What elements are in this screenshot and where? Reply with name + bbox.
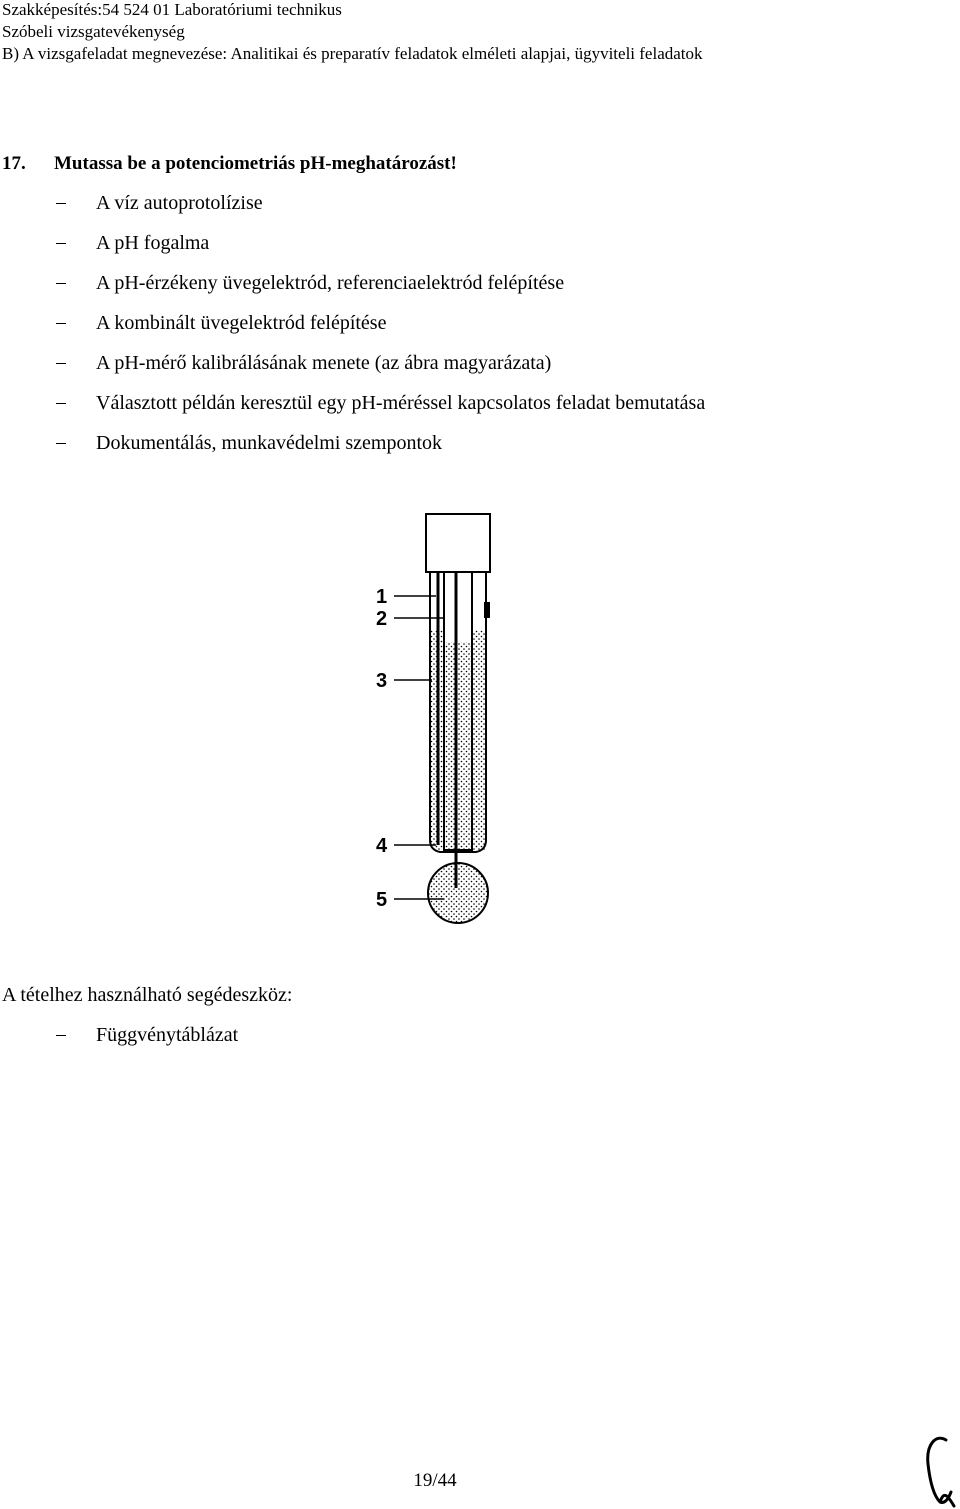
question-title: Mutassa be a potenciometriás pH-meghatározást! <box>54 153 457 174</box>
list-item-text: A víz autoprotolízise <box>96 192 263 214</box>
diagram-label-5: 5 <box>376 889 388 911</box>
dash-bullet <box>56 203 66 204</box>
list-item <box>0 311 960 335</box>
dash-bullet <box>56 283 66 284</box>
list-item <box>0 1023 960 1047</box>
diagram-label-4: 4 <box>376 835 388 857</box>
list-item-text: A pH-érzékeny üvegelektród, referenciaelektród felépítése <box>96 272 565 294</box>
dash-bullet <box>56 443 66 444</box>
page-number: 19/44 <box>413 1470 457 1491</box>
list-item-text: A pH fogalma <box>96 232 210 254</box>
glass-bulb <box>428 863 488 923</box>
list-item <box>0 191 960 215</box>
dash-bullet <box>56 363 66 364</box>
header-line-3: B) A vizsgafeladat megnevezése: Analitikai és preparatív feladatok elméleti alapjai, ügyviteli feladatok <box>2 44 703 63</box>
combined-glass-electrode-diagram <box>360 510 510 930</box>
diagram-label-2: 2 <box>376 608 388 630</box>
list-item <box>0 231 960 255</box>
list-item-text: Dokumentálás, munkavédelmi szempontok <box>96 432 443 454</box>
list-item-text: A pH-mérő kalibrálásának menete (az ábra magyarázata) <box>96 352 552 374</box>
dash-bullet <box>56 403 66 404</box>
aid-item-text: Függvénytáblázat <box>96 1024 239 1046</box>
question-heading <box>2 153 457 175</box>
dash-bullet <box>56 323 66 324</box>
aids-title: A tételhez használható segédeszköz: <box>2 984 293 1006</box>
list-item <box>0 271 960 295</box>
electrode-cap <box>426 514 490 572</box>
dash-bullet <box>56 243 66 244</box>
list-item-text: Választott példán keresztül egy pH-méréssel kapcsolatos feladat bemutatása <box>96 392 706 414</box>
list-item-text: A kombinált üvegelektród felépítése <box>96 312 387 334</box>
fill-hole <box>484 602 490 618</box>
list-item <box>0 431 960 455</box>
list-item <box>0 351 960 375</box>
inner-electrolyte-fill <box>445 642 471 850</box>
diagram-label-3: 3 <box>376 670 388 692</box>
list-item <box>0 391 960 415</box>
signature-mark <box>918 1430 958 1508</box>
question-number: 17. <box>2 153 26 174</box>
dash-bullet <box>56 1035 66 1036</box>
header-line-1: Szakképesítés:54 524 01 Laboratóriumi technikus <box>2 0 342 19</box>
header-line-2: Szóbeli vizsgatevékenység <box>2 22 185 41</box>
diagram-label-1: 1 <box>376 586 388 608</box>
